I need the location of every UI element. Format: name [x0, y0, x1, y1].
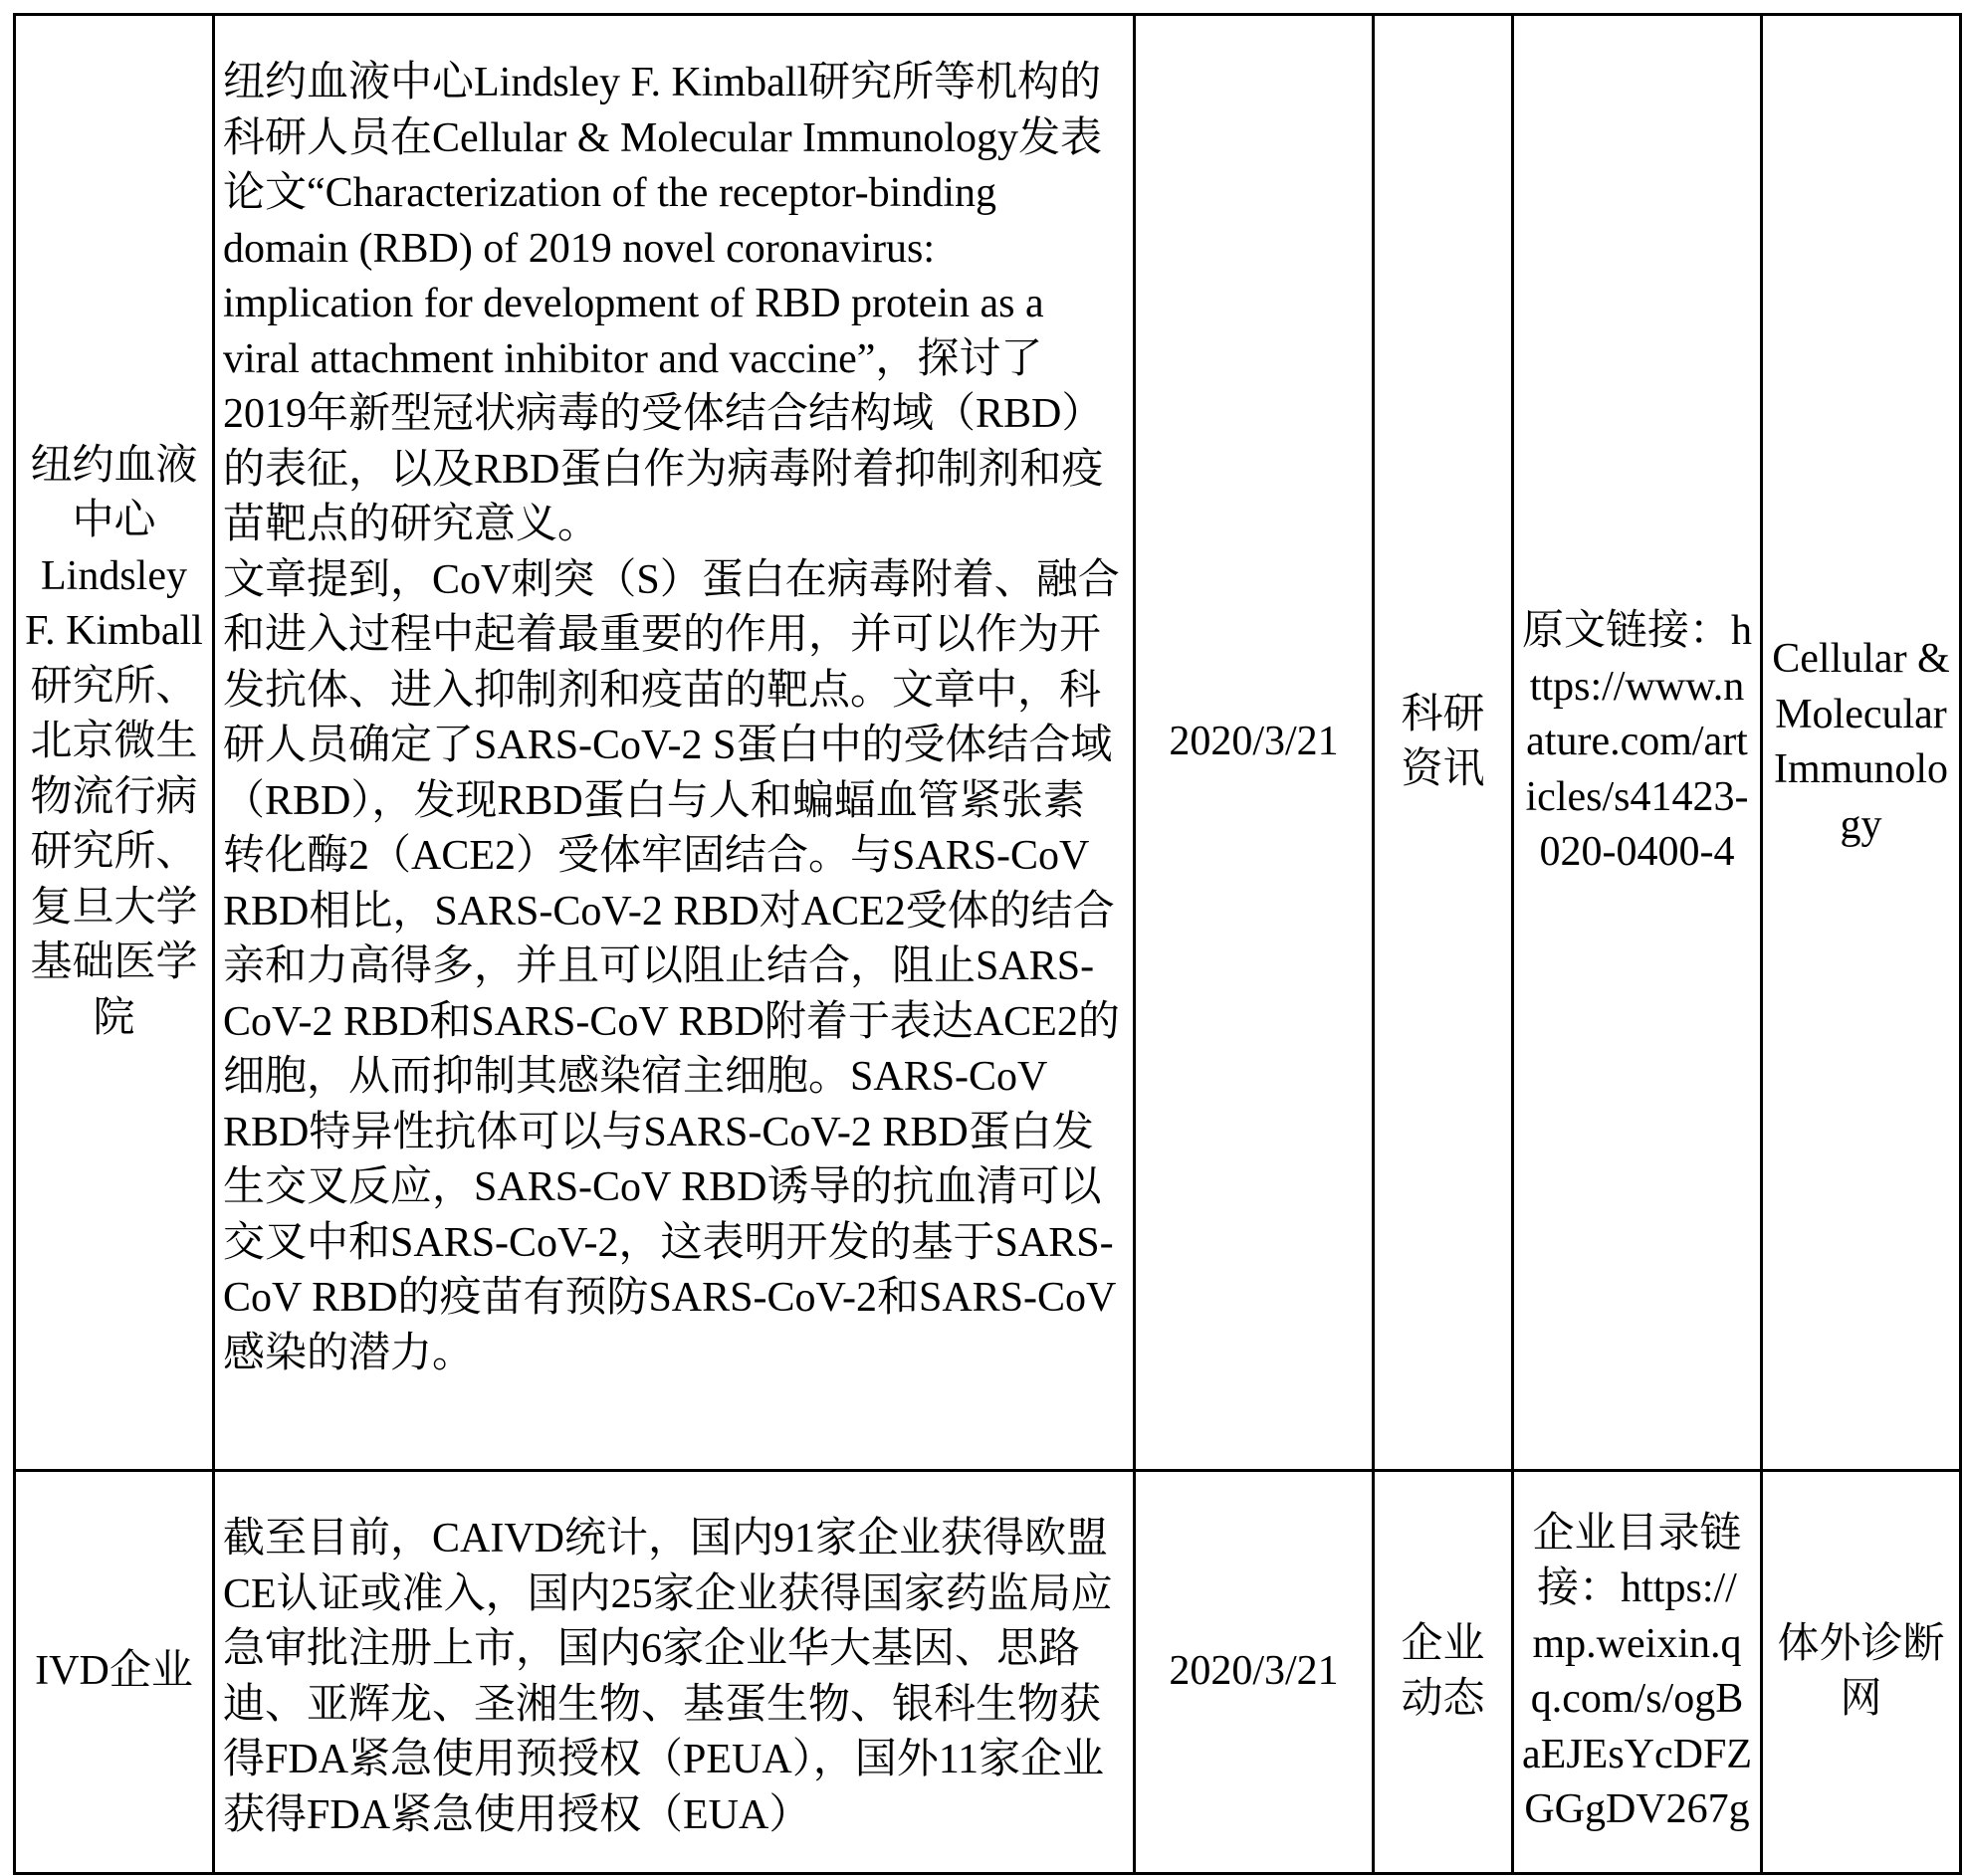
content-paragraph: 文章提到，CoV刺突（S）蛋白在病毒附着、融合和进入过程中起着最重要的作用，并可以作为开发抗体、进入抑制剂和疫苗的靶点。文章中，科研人员确定了SARS-CoV-2 S蛋白中的受体结合域（RBD），发现RBD蛋白与人和蝙蝠血管紧张素转化酶2（ACE2）受体牢固结合。与SARS-CoV RBD相比，SARS-CoV-2 RBD对ACE2受体的结合亲和力高得多，并且可以阻止结合，阻止SARS-CoV-2 RBD和SARS-CoV RBD附着于表达ACE2的细胞，从而抑制其感染宿主细胞。SARS-CoV RBD特异性抗体可以与SARS-CoV-2 RBD蛋白发生交叉反应，SARS-CoV RBD诱导的抗血清可以交叉中和SARS-CoV-2，这表明开发的基于SARS-CoV RBD的疫苗有预防SARS-CoV-2和SARS-CoV感染的潜力。: [223, 556, 1120, 1376]
news-table: [13, 13, 1962, 1875]
table-row: [15, 15, 1961, 1471]
source-cell: 体外诊断网: [1762, 1471, 1961, 1874]
type-cell: 科研资讯: [1374, 15, 1513, 1471]
table-row: [15, 1471, 1961, 1874]
date-cell: 2020/3/21: [1135, 1471, 1374, 1874]
org-cell: 纽约血液中心Lindsley F. Kimball研究所、北京微生物流行病研究所、复旦大学基础医学院: [15, 15, 214, 1471]
content-cell: [214, 1471, 1135, 1874]
org-cell: IVD企业: [15, 1471, 214, 1874]
content-cell: [214, 15, 1135, 1471]
content-paragraph: 截至目前，CAIVD统计，国内91家企业获得欧盟CE认证或准入，国内25家企业获得国家药监局应急审批注册上市，国内6家企业华大基因、思路迪、亚辉龙、圣湘生物、基蛋生物、银科生物获得FDA紧急使用预授权（PEUA），国外11家企业获得FDA紧急使用授权（EUA）: [223, 1516, 1113, 1838]
content-paragraph: 纽约血液中心Lindsley F. Kimball研究所等机构的科研人员在Cellular & Molecular Immunology发表论文“Characterization of the receptor-binding domain (RBD) of 2019 novel coronavirus: implication for development of RBD protein as a viral attachment inhibitor and vaccine”，探讨了2019年新型冠状病毒的受体结合结构域（RBD）的表征，以及RBD蛋白作为病毒附着抑制剂和疫苗靶点的研究意义。: [223, 60, 1104, 547]
link-cell[interactable]: 原文链接：https://www.nature.com/articles/s41423-020-0400-4: [1513, 15, 1762, 1471]
link-cell[interactable]: 企业目录链接：https://mp.weixin.qq.com/s/ogBaEJEsYcDFZGGgDV267g: [1513, 1471, 1762, 1874]
source-cell: Cellular & Molecular Immunology: [1762, 15, 1961, 1471]
date-cell: 2020/3/21: [1135, 15, 1374, 1471]
type-cell: 企业动态: [1374, 1471, 1513, 1874]
